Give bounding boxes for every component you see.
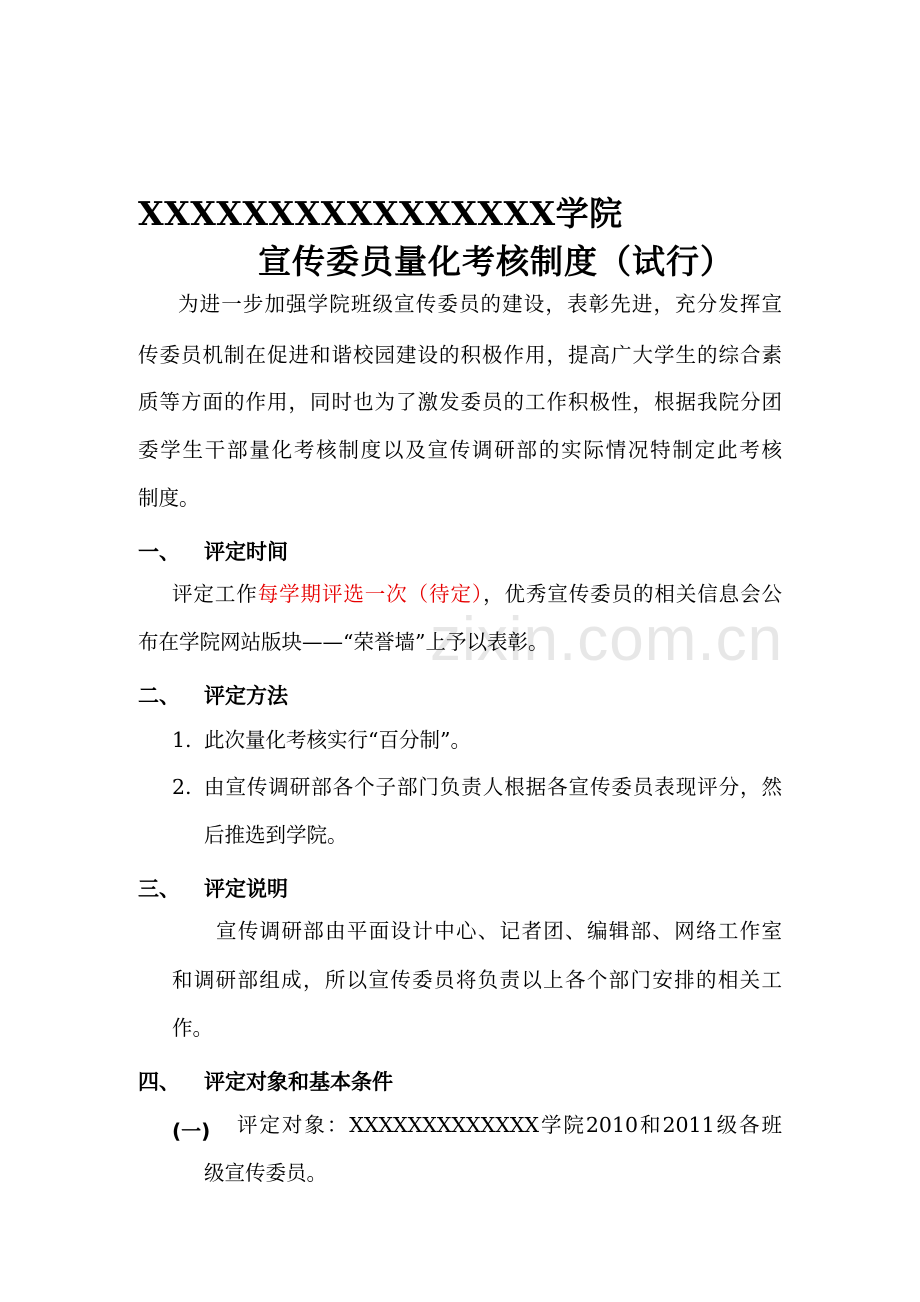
subsection-1-line2: 级宣传委员。: [204, 1161, 327, 1185]
subsection-1-line1: 评定对象：XXXXXXXXXXXXX学院2010和2011级各班: [237, 1113, 782, 1137]
section-3-line-1: 宣传调研部由平面设计中心、记者团、编辑部、网络工作室: [216, 919, 782, 943]
section-2-heading: 评定方法: [204, 684, 288, 708]
intro-line-4: 委学生干部量化考核制度以及宣传调研部的实际情况特制定此考核: [138, 438, 782, 462]
section-1-paragraph-line1: [172, 584, 782, 605]
intro-line-5: 制度。: [138, 486, 200, 510]
section-1-text-pre: 评定工作: [172, 582, 258, 606]
document-title-line2: 宣传委员量化考核制度（试行）: [258, 242, 734, 281]
section-1-text-red: 每学期评选一次（待定）: [257, 582, 484, 606]
section-4-heading: 评定对象和基本条件: [204, 1070, 393, 1094]
list-item-2-text-line2: 后推选到学院。: [204, 823, 348, 847]
list-item-2-text-line1: 由宣传调研部各个子部门负责人根据各宣传委员表现评分，然: [204, 775, 782, 799]
intro-line-3: 质等方面的作用，同时也为了激发委员的工作积极性，根据我院分团: [138, 390, 782, 414]
watermark: zixin.com.cn: [430, 605, 784, 674]
section-1-text-post: ，优秀宣传委员的相关信息会公: [483, 582, 783, 606]
document-title-line1: XXXXXXXXXXXXXXXX学院: [138, 194, 623, 233]
section-3-number: 三、: [138, 877, 180, 901]
section-1-number: 一、: [138, 540, 180, 564]
section-1-paragraph-line2: 布在学院网站版块——“荣誉墙”上予以表彰。: [138, 630, 549, 654]
list-item-1-text: 此次量化考核实行“百分制”。: [204, 728, 471, 752]
section-3-heading: 评定说明: [204, 877, 288, 901]
section-3-line-2: 和调研部组成，所以宣传委员将负责以上各个部门安排的相关工: [172, 968, 782, 992]
subsection-1-number: (一): [172, 1119, 211, 1143]
section-4-number: 四、: [138, 1070, 180, 1094]
intro-line-2: 传委员机制在促进和谐校园建设的积极作用，提高广大学生的综合素: [138, 343, 782, 367]
list-item-2-number: 2.: [172, 775, 192, 799]
section-3-line-3: 作。: [172, 1016, 213, 1040]
section-1-heading: 评定时间: [204, 540, 288, 564]
intro-line-1: 为进一步加强学院班级宣传委员的建设，表彰先进，充分发挥宣: [178, 292, 782, 316]
list-item-1-number: 1.: [172, 728, 192, 752]
section-2-number: 二、: [138, 684, 180, 708]
